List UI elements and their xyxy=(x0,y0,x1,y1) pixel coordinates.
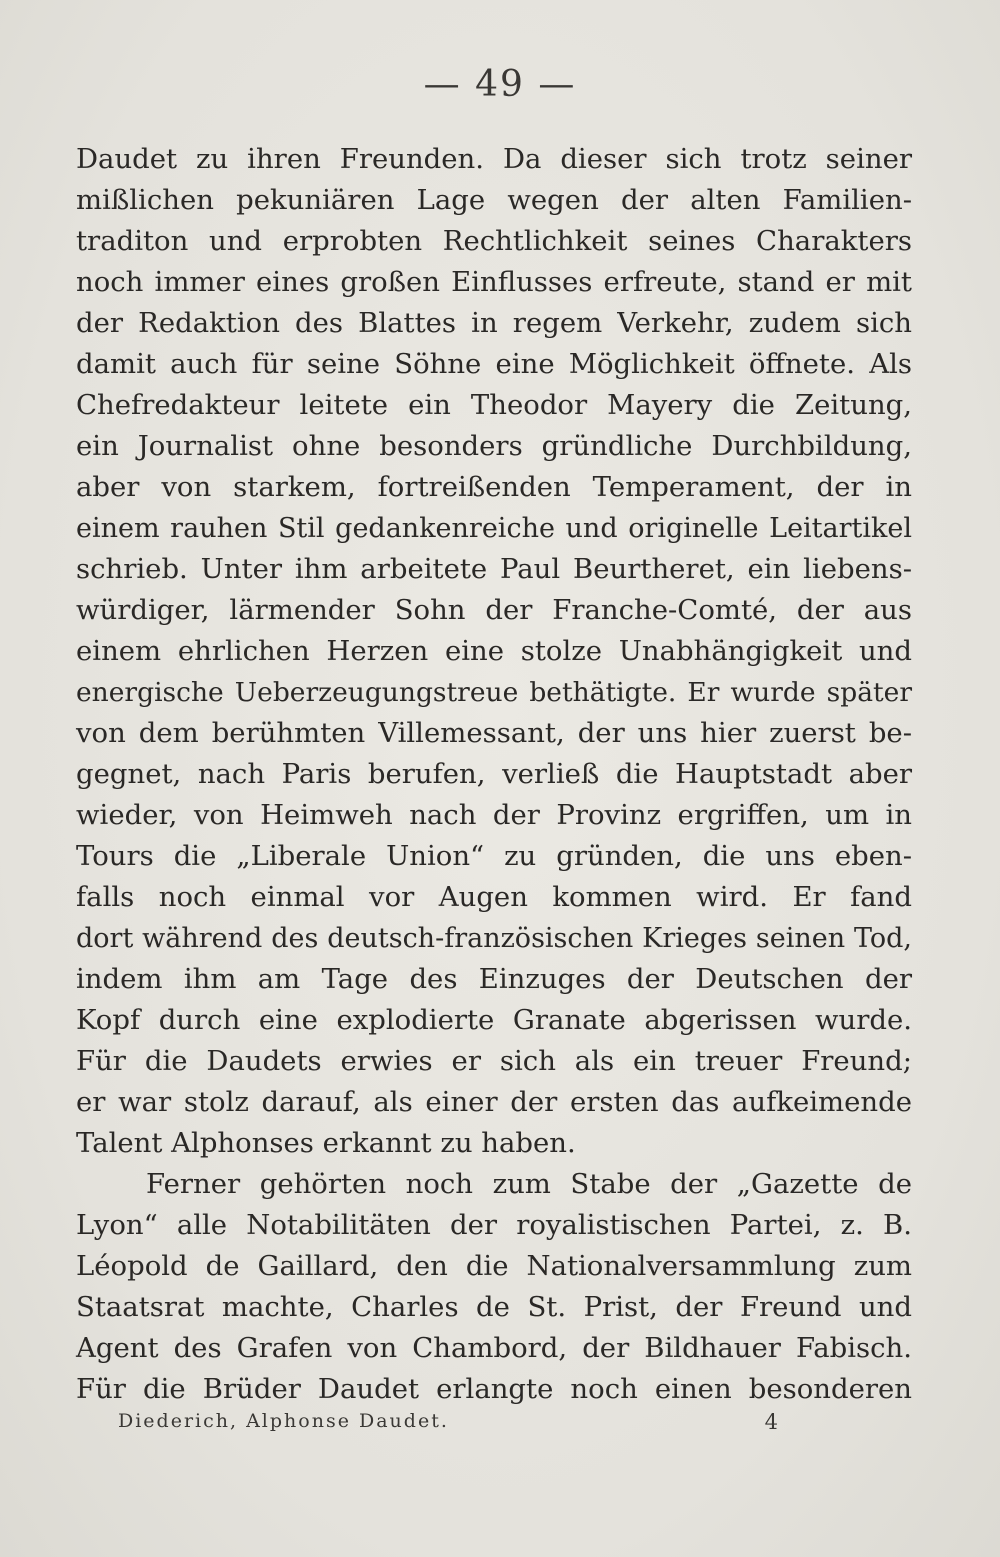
page-footer xyxy=(118,1410,778,1440)
text-line: ein Journalist ohne besonders gründliche Durchbildung, xyxy=(76,430,912,462)
text-line: Talent Alphonses erkannt zu haben. xyxy=(76,1127,576,1159)
text-line: damit auch für seine Söhne eine Möglichkeit öffnete. Als xyxy=(76,348,912,380)
text-line: noch immer eines großen Einflusses erfreute, stand er mit xyxy=(76,266,912,298)
body-text xyxy=(76,139,912,1410)
text-line: dort während des deutsch-französischen Krieges seinen Tod, xyxy=(76,923,912,954)
text-line: Chefredakteur leitete ein Theodor Mayery die Zeitung, xyxy=(76,389,912,421)
text-line: würdiger, lärmender Sohn der Franche-Comté, der aus xyxy=(76,594,912,626)
text-line: Léopold de Gaillard, den die Nationalversammlung zum xyxy=(76,1250,912,1282)
text-line: schrieb. Unter ihm arbeitete Paul Beurtheret, ein liebens- xyxy=(76,553,912,585)
text-line: mißlichen pekuniären Lage wegen der alten Familien- xyxy=(76,184,912,216)
text-line: Staatsrat machte, Charles de St. Prist, der Freund und xyxy=(76,1291,912,1323)
signature-mark: 4 xyxy=(764,1410,778,1434)
text-line: Daudet zu ihren Freunden. Da dieser sich trotz seiner xyxy=(76,143,912,175)
text-line: einem rauhen Stil gedankenreiche und originelle Leitartikel xyxy=(76,513,912,544)
text-line: Ferner gehörten noch zum Stabe der „Gazette de xyxy=(146,1168,912,1200)
text-line: Für die Daudets erwies er sich als ein treuer Freund; xyxy=(76,1045,912,1077)
text-line: gegnet, nach Paris berufen, verließ die Hauptstadt aber xyxy=(76,758,912,790)
text-line: einem ehrlichen Herzen eine stolze Unabhängigkeit und xyxy=(76,635,912,667)
footer-author-title: Diederich, Alphonse Daudet. xyxy=(118,1410,449,1432)
page-number: — 49 — xyxy=(423,64,577,105)
text-line: energische Ueberzeugungstreue bethätigte. Er wurde später xyxy=(76,677,912,708)
text-line: traditon und erprobten Rechtlichkeit seines Charakters xyxy=(76,225,912,257)
text-line: Kopf durch eine explodierte Granate abgerissen wurde. xyxy=(76,1004,912,1036)
paragraph-2 xyxy=(76,1164,912,1410)
paragraph-1 xyxy=(76,139,912,1164)
text-line: falls noch einmal vor Augen kommen wird. Er fand xyxy=(76,881,912,913)
text-line: Tours die „Liberale Union“ zu gründen, die uns eben- xyxy=(76,840,912,872)
text-line: von dem berühmten Villemessant, der uns hier zuerst be- xyxy=(76,717,912,749)
text-line: aber von starkem, fortreißenden Temperament, der in xyxy=(76,471,912,503)
text-line: Lyon“ alle Notabilitäten der royalistischen Partei, z. B. xyxy=(76,1209,912,1241)
text-line: indem ihm am Tage des Einzuges der Deutschen der xyxy=(76,963,912,995)
text-line: Für die Brüder Daudet erlangte noch einen besonderen xyxy=(76,1373,912,1405)
text-line: wieder, von Heimweh nach der Provinz ergriffen, um in xyxy=(76,799,912,831)
text-line: der Redaktion des Blattes in regem Verkehr, zudem sich xyxy=(76,307,912,339)
text-line: er war stolz darauf, als einer der ersten das aufkeimende xyxy=(76,1086,912,1118)
text-line: Agent des Grafen von Chambord, der Bildhauer Fabisch. xyxy=(76,1332,912,1364)
